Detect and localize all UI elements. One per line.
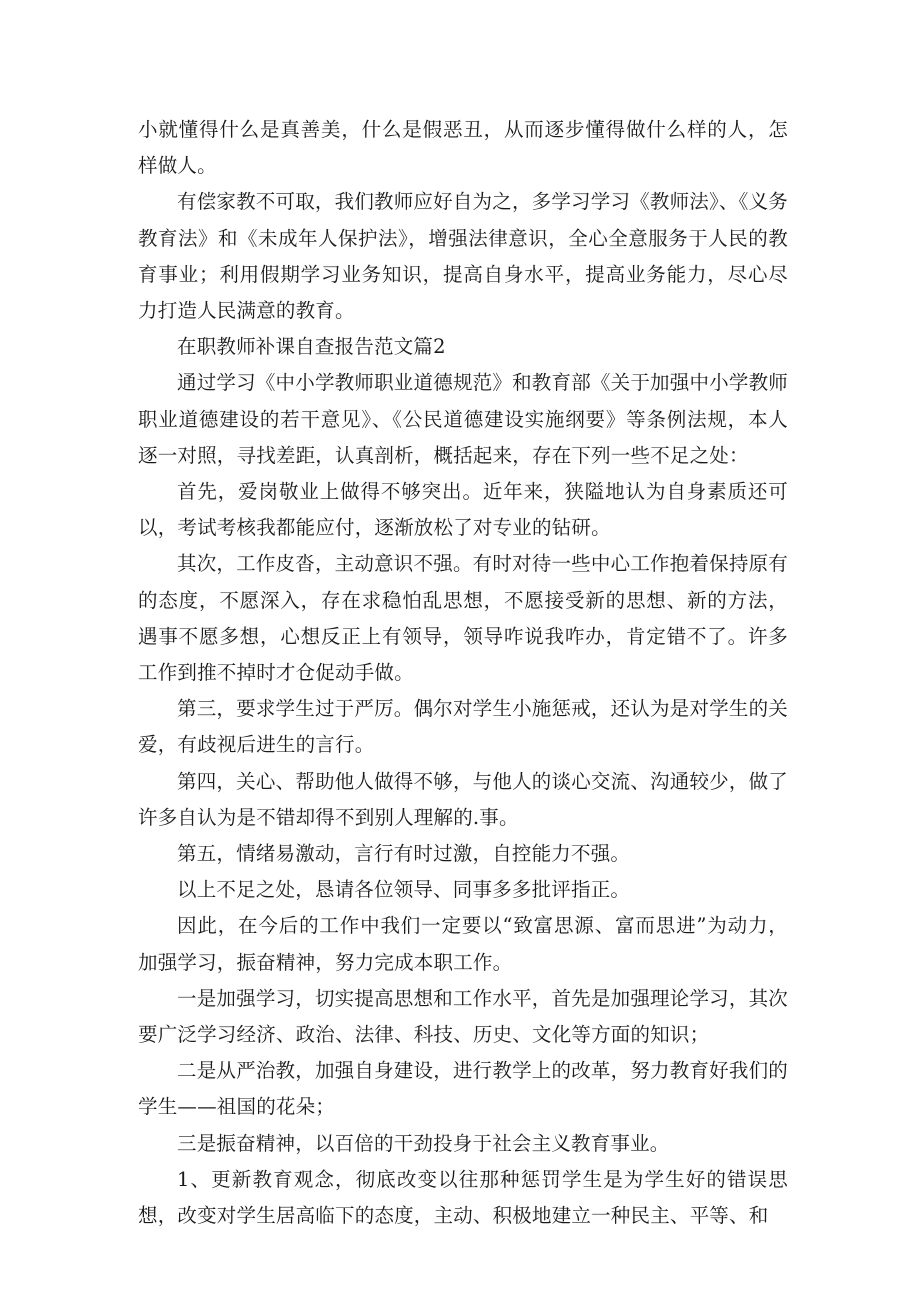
paragraph-5: 其次，工作皮沓，主动意识不强。有时对待一些中心工作抱着保持原有的态度，不愿深入，存在求稳怕乱思想，不愿接受新的思想、新的方法，遇事不愿多想，心想反正上有领导，领导咋说我咋办，肯定错不了。许多工作到推不掉时才仓促动手做。 <box>138 552 788 685</box>
paragraph-12: 二是从严治教，加强自身建设，进行教学上的改革，努力教育好我们的学生——祖国的花朵； <box>138 1059 788 1119</box>
paragraph-2: 有偿家教不可取，我们教师应好自为之，多学习学习《教师法》、《义务教育法》和《未成年人保护法》，增强法律意识，全心全意服务于人民的教育事业；利用假期学习业务知识，提高自身水平，提高业务能力，尽心尽力打造人民满意的教育。 <box>138 190 788 323</box>
paragraph-13: 三是振奋精神，以百倍的干劲投身于社会主义教育事业。 <box>177 1131 670 1155</box>
paragraph-8: 第五，情绪易激动，言行有时过激，自控能力不强。 <box>177 842 631 866</box>
paragraph-9: 以上不足之处，恳请各位领导、同事多多批评指正。 <box>177 878 631 902</box>
paragraph-3: 通过学习《中小学教师职业道德规范》和教育部《关于加强中小学教师职业道德建设的若干意见》、《公民道德建设实施纲要》等条例法规，本人逐一对照，寻找差距，认真剖析，概括起来，存在下列一些不足之处： <box>138 371 788 467</box>
paragraph-10: 因此，在今后的工作中我们一定要以“致富思源、富而思进”为动力，加强学习，振奋精神，努力完成本职工作。 <box>138 914 788 974</box>
paragraph-14: 1、更新教育观念，彻底改变以往那种惩罚学生是为学生好的错误思想，改变对学生居高临下的态度，主动、积极地建立一种民主、平等、和 <box>138 1167 788 1228</box>
section-heading: 在职教师补课自查报告范文篇2 <box>177 335 446 359</box>
paragraph-4: 首先，爱岗敬业上做得不够突出。近年来，狭隘地认为自身素质还可以，考试考核我都能应付，逐渐放松了对专业的钻研。 <box>138 480 788 540</box>
paragraph-6: 第三，要求学生过于严厉。偶尔对学生小施惩戒，还认为是对学生的关爱，有歧视后进生的言行。 <box>138 697 788 757</box>
paragraph-7: 第四，关心、帮助他人做得不够，与他人的谈心交流、沟通较少，做了许多自认为是不错却得不到别人理解的.事。 <box>138 769 788 829</box>
paragraph-1: 小就懂得什么是真善美，什么是假恶丑，从而逐步懂得做什么样的人，怎样做人。 <box>138 118 788 178</box>
document-body <box>138 112 788 1234</box>
paragraph-11: 一是加强学习，切实提高思想和工作水平，首先是加强理论学习，其次要广泛学习经济、政治、法律、科技、历史、文化等方面的知识； <box>138 986 788 1047</box>
